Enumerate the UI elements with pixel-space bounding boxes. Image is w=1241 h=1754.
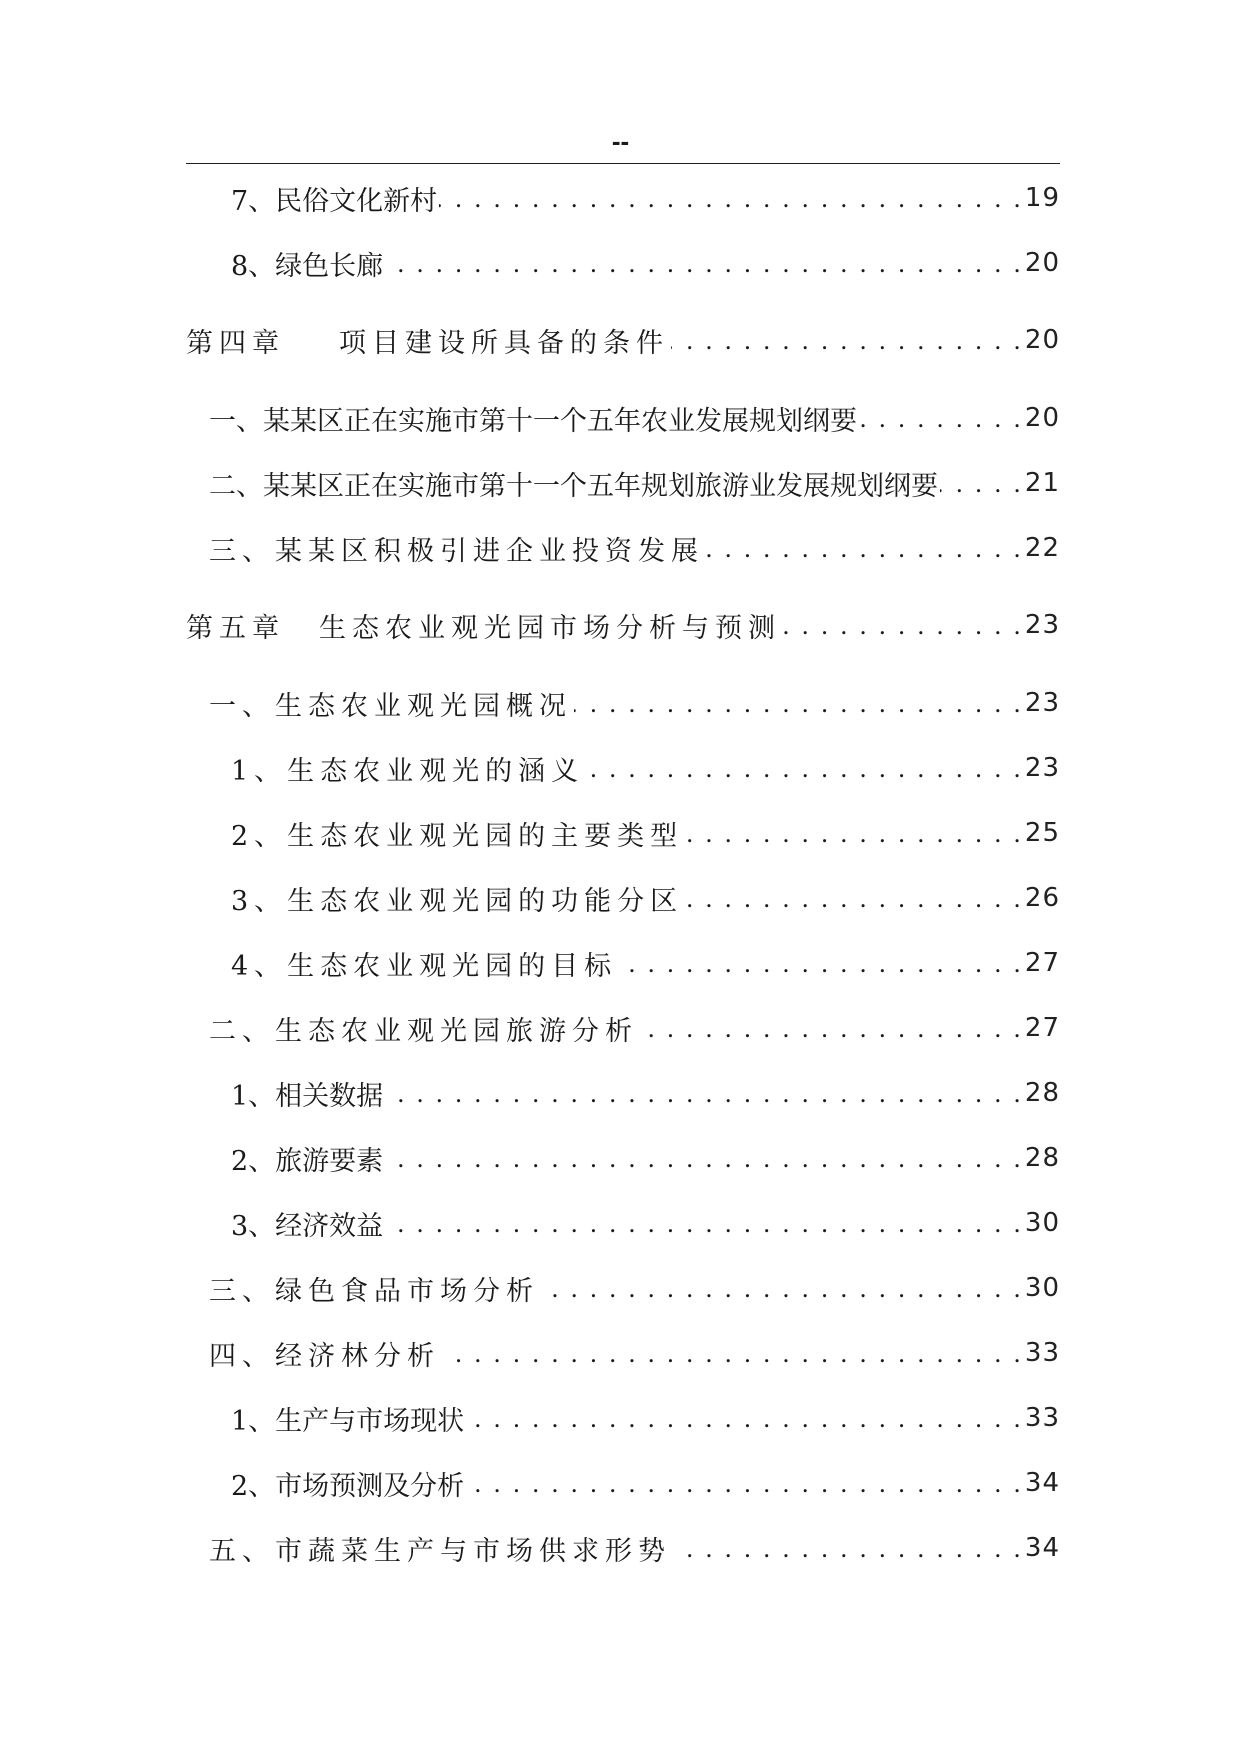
toc-entry[interactable]	[231, 1138, 1060, 1178]
toc-entry-title: 三、绿色食品市场分析	[209, 1275, 539, 1307]
toc-leader	[940, 463, 1023, 503]
toc-entry[interactable]	[209, 1333, 1060, 1373]
toc-leader	[640, 1008, 1023, 1048]
toc-leader	[385, 1073, 1023, 1113]
toc-entry-title: 1、相关数据	[231, 1080, 384, 1112]
toc-entry-page: 28	[1024, 1078, 1060, 1108]
toc-leader	[685, 878, 1023, 918]
toc-entry-page: 33	[1024, 1403, 1060, 1433]
toc-entry-title: 五、市蔬菜生产与市场供求形势	[209, 1535, 671, 1567]
page-header-mark: --	[611, 126, 630, 156]
toc-entry-page: 20	[1024, 325, 1060, 355]
toc-entry-title: 7、民俗文化新村	[231, 185, 438, 217]
toc-entry-page: 30	[1024, 1208, 1060, 1238]
toc-entry[interactable]	[231, 813, 1060, 853]
toc-entry-page: 20	[1024, 248, 1060, 278]
toc-entry-title: 二、生态农业观光园旅游分析	[209, 1015, 638, 1047]
toc-leader	[706, 528, 1023, 568]
toc-entry-title: 三、某某区积极引进企业投资发展	[209, 535, 704, 567]
toc-leader	[783, 605, 1023, 645]
toc-leader	[385, 243, 1023, 283]
toc-entry-page: 28	[1024, 1143, 1060, 1173]
toc-entry-page: 27	[1024, 948, 1060, 978]
toc-entry-page: 33	[1024, 1338, 1060, 1368]
toc-entry-title: 2、生态农业观光园的主要类型	[231, 820, 684, 852]
toc-entry-page: 25	[1024, 818, 1060, 848]
toc-entry[interactable]	[209, 463, 1060, 503]
toc-entry[interactable]	[231, 1073, 1060, 1113]
toc-entry-page: 22	[1024, 533, 1060, 563]
toc-entry-title: 四、经济林分析	[209, 1340, 440, 1372]
toc-leader	[466, 1463, 1023, 1503]
toc-entry-page: 26	[1024, 883, 1060, 913]
toc-entry[interactable]	[231, 1203, 1060, 1243]
toc-entry[interactable]	[209, 398, 1060, 438]
toc-leader	[859, 398, 1023, 438]
toc-entry[interactable]	[231, 243, 1060, 283]
toc-entry-title: 一、生态农业观光园概况	[209, 690, 572, 722]
toc-leader	[619, 943, 1023, 983]
toc-leader	[671, 320, 1023, 360]
header-rule	[186, 163, 1060, 164]
toc-entry-title: 项目建设所具备的条件	[339, 327, 669, 359]
toc-leader	[685, 813, 1023, 853]
toc-entry-page: 23	[1024, 753, 1060, 783]
toc-leader	[574, 683, 1023, 723]
toc-entry-page: 27	[1024, 1013, 1060, 1043]
toc-leader	[385, 1203, 1023, 1243]
toc-entry[interactable]	[231, 878, 1060, 918]
toc-entry-page: 20	[1024, 403, 1060, 433]
toc-entry-page: 23	[1024, 610, 1060, 640]
toc-entry-title: 2、旅游要素	[231, 1145, 384, 1177]
toc-chapter-entry[interactable]	[186, 605, 1060, 645]
toc-entry-page: 23	[1024, 688, 1060, 718]
toc-entry-title: 8、绿色长廊	[231, 250, 384, 282]
toc-leader	[586, 748, 1023, 788]
toc-entry[interactable]	[231, 1463, 1060, 1503]
toc-entry-page: 30	[1024, 1273, 1060, 1303]
toc-leader	[541, 1268, 1023, 1308]
toc-entry[interactable]	[231, 1398, 1060, 1438]
toc-chapter-entry[interactable]	[186, 320, 1060, 360]
toc-entry-title: 二、某某区正在实施市第十一个五年规划旅游业发展规划纲要	[209, 470, 938, 502]
toc-entry[interactable]	[209, 683, 1060, 723]
toc-entry[interactable]	[231, 748, 1060, 788]
toc-leader	[442, 1333, 1023, 1373]
toc-leader	[439, 178, 1023, 218]
toc-entry-page: 34	[1024, 1468, 1060, 1498]
toc-entry[interactable]	[209, 1268, 1060, 1308]
toc-entry-page: 19	[1024, 183, 1060, 213]
toc-entry[interactable]	[209, 528, 1060, 568]
toc-entry-title: 2、市场预测及分析	[231, 1470, 465, 1502]
toc-entry[interactable]	[209, 1528, 1060, 1568]
toc-leader	[385, 1138, 1023, 1178]
toc-entry-title: 4、生态农业观光园的目标	[231, 950, 618, 982]
toc-entry-page: 21	[1024, 468, 1060, 498]
toc-entry[interactable]	[231, 178, 1060, 218]
toc-entry-page: 34	[1024, 1533, 1060, 1563]
toc-entry[interactable]	[231, 943, 1060, 983]
toc-entry[interactable]	[209, 1008, 1060, 1048]
toc-entry-title: 1、生态农业观光的涵义	[231, 755, 585, 787]
toc-leader	[466, 1398, 1023, 1438]
toc-chapter-label: 第五章	[186, 612, 285, 644]
toc-entry-title: 1、生产与市场现状	[231, 1405, 465, 1437]
toc-entry-title: 3、经济效益	[231, 1210, 384, 1242]
toc-chapter-label: 第四章	[186, 327, 285, 359]
toc-leader	[673, 1528, 1023, 1568]
toc-entry-title: 生态农业观光园市场分析与预测	[319, 612, 781, 644]
toc-entry-title: 一、某某区正在实施市第十一个五年农业发展规划纲要	[209, 405, 857, 437]
toc-entry-title: 3、生态农业观光园的功能分区	[231, 885, 684, 917]
